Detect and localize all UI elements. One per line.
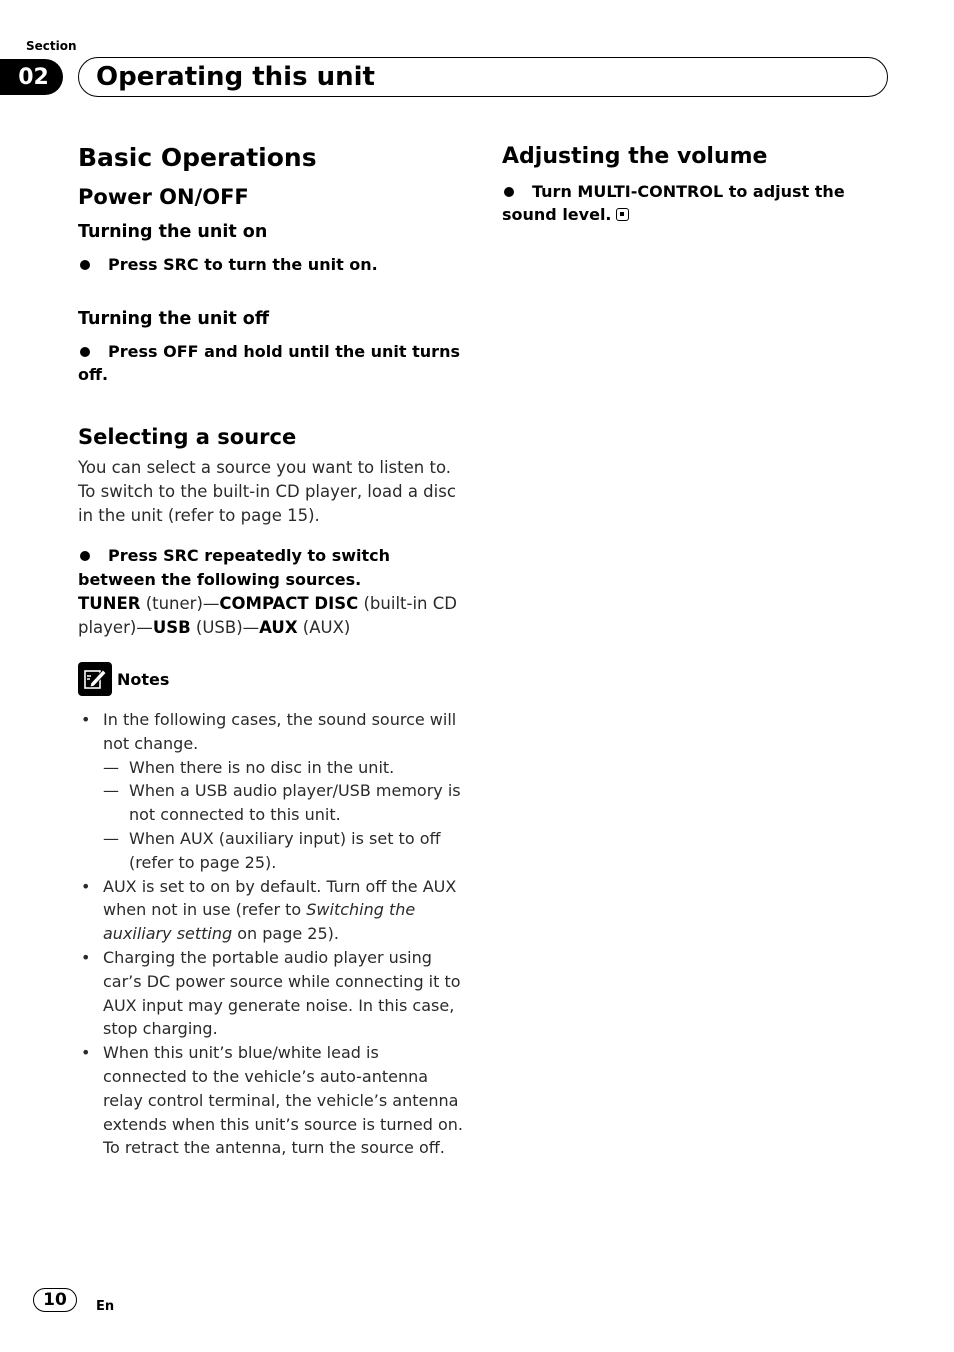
note-subitem-text: When AUX (auxiliary input) is set to off (refer to page 25). bbox=[129, 828, 441, 872]
source-aux: AUX bbox=[259, 618, 298, 637]
turn-off-step-text: Press OFF and hold until the unit turns off. bbox=[78, 342, 460, 384]
note-item: • AUX is set to on by default. Turn off the AUX when not in use (refer to Switching the auxiliary setting on page 25). bbox=[81, 876, 457, 944]
section-number-badge: 02 bbox=[0, 59, 63, 95]
note-sublist bbox=[103, 756, 463, 875]
source-step-text: Press SRC repeatedly to switch between the following sources. bbox=[78, 546, 391, 589]
pencil-note-icon bbox=[78, 662, 112, 696]
note-text: on page 25). bbox=[232, 924, 339, 944]
bullet-icon bbox=[80, 551, 90, 561]
power-heading: Power ON/OFF bbox=[78, 185, 249, 209]
turn-off-heading: Turning the unit off bbox=[78, 309, 269, 329]
note-text: In the following cases, the sound source will not change. bbox=[103, 710, 457, 753]
source-intro: You can select a source you want to listen to. To switch to the built-in CD player, load a disc in the unit (refer to page 15). bbox=[78, 458, 456, 525]
bullet-icon bbox=[80, 347, 90, 357]
language-label: En bbox=[96, 1299, 115, 1314]
basic-operations-heading: Basic Operations bbox=[78, 143, 317, 172]
source-aux-desc: (AUX) bbox=[297, 618, 351, 637]
source-list bbox=[78, 592, 463, 640]
note-item: • In the following cases, the sound source will not change. — When there is no disc in the unit. — When a USB audio player/USB memory is not connected to this unit. — When AUX (auxiliary input) is set to off (refer to page 25). bbox=[78, 708, 463, 875]
note-subitem-text: When a USB audio player/USB memory is not connected to this unit. bbox=[129, 781, 461, 825]
volume-step-text: Turn MULTI-CONTROL to adjust the sound level. bbox=[502, 182, 845, 224]
page-title: Operating this unit bbox=[96, 62, 375, 92]
selecting-source-heading: Selecting a source bbox=[78, 425, 297, 449]
note-subitem-text: When there is no disc in the unit. bbox=[129, 757, 395, 777]
source-step bbox=[78, 544, 463, 592]
volume-step bbox=[502, 180, 862, 226]
turn-off-step bbox=[78, 340, 463, 386]
source-usb: USB bbox=[152, 618, 191, 637]
note-item: • Charging the portable audio player using car’s DC power source while connecting it to AUX input may generate noise. In this case, stop charging. bbox=[81, 947, 461, 1039]
notes-label: Notes bbox=[117, 669, 170, 689]
turn-on-step-text: Press SRC to turn the unit on. bbox=[108, 255, 378, 274]
page-number: 10 bbox=[33, 1288, 77, 1312]
note-reference: Switching the auxiliary setting bbox=[103, 900, 416, 944]
turn-on-step bbox=[78, 253, 463, 276]
adjusting-volume-heading: Adjusting the volume bbox=[502, 144, 768, 169]
note-text: AUX is set to on by default. Turn off the AUX when not in use (refer to bbox=[103, 876, 457, 920]
note-subitem: — When AUX (auxiliary input) is set to off (refer to page 25). bbox=[103, 828, 441, 872]
source-cd-desc: (built-in CD player)— bbox=[78, 594, 457, 637]
source-tuner-desc: (tuner)— bbox=[140, 594, 220, 613]
note-subitem: — When there is no disc in the unit. bbox=[103, 757, 395, 777]
right-column bbox=[502, 140, 862, 226]
source-tuner: TUNER bbox=[78, 594, 141, 613]
notes-header bbox=[78, 662, 463, 696]
note-subitem: — When a USB audio player/USB memory is not connected to this unit. bbox=[103, 781, 461, 825]
note-item: • When this unit’s blue/white lead is connected to the vehicle’s auto-antenna relay control terminal, the vehicle’s antenna extends when this unit’s source is turned on. To retract the antenna, turn the source off. bbox=[81, 1043, 463, 1158]
bullet-icon bbox=[80, 260, 90, 270]
end-mark-icon bbox=[616, 208, 629, 221]
bullet-icon bbox=[504, 187, 514, 197]
section-label: Section bbox=[26, 39, 77, 53]
note-text: When this unit’s blue/white lead is connected to the vehicle’s auto-antenna relay control terminal, the vehicle’s antenna extends when this unit’s source is turned on. To retract the antenna, turn the source off. bbox=[103, 1043, 463, 1158]
source-usb-desc: (USB)— bbox=[190, 618, 260, 637]
source-cd: COMPACT DISC bbox=[219, 594, 359, 613]
turn-on-heading: Turning the unit on bbox=[78, 222, 268, 242]
note-text: Charging the portable audio player using car’s DC power source while connecting it to AUX input may generate noise. In this case, stop charging. bbox=[103, 947, 461, 1039]
left-column bbox=[78, 140, 463, 1160]
notes-list bbox=[78, 708, 463, 1160]
